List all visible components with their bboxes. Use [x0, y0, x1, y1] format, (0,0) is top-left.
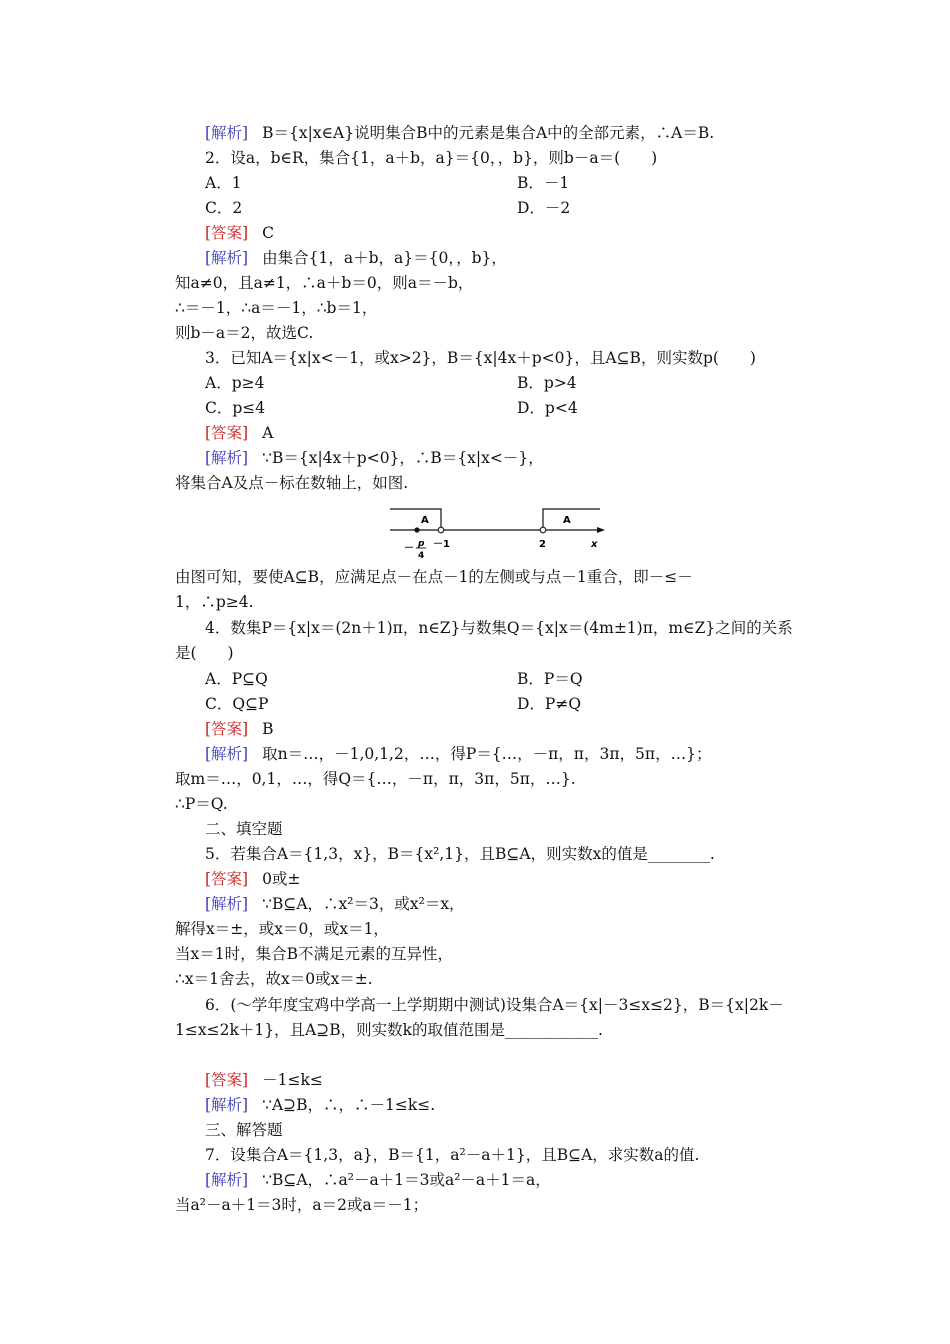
text-line	[175, 793, 228, 815]
analysis-tag: [解析]	[205, 895, 249, 913]
text-line	[205, 372, 264, 394]
line-text: B＝{x|x∈A}说明集合B中的元素是集合A中的全部元素，∴A＝B.	[262, 124, 715, 142]
text-line	[205, 718, 274, 740]
answer-tag: [答案]	[205, 870, 249, 888]
text-line	[205, 347, 756, 369]
text-line	[205, 122, 714, 144]
text-line	[205, 247, 507, 269]
option-right-column: D．p<4	[517, 399, 578, 417]
option-right-column: B．－1	[517, 174, 570, 192]
line-text: 知a≠0，且a≠1，∴a＋b＝0，则a＝－b，	[175, 274, 474, 292]
line-text: C	[262, 224, 274, 242]
line-text: A．1	[205, 174, 242, 192]
line-text: ∴x＝1舍去，故x＝0或x＝±.	[175, 970, 373, 988]
point-neg-p-over-4	[414, 527, 419, 532]
text-line	[205, 172, 242, 194]
number-line-svg	[385, 503, 605, 565]
line-text: C．p≤4	[205, 399, 266, 417]
line-text: B	[262, 720, 274, 738]
line-text: 取m＝…，0,1，…，得Q＝{…，－π，π，3π，5π，…}.	[175, 770, 576, 788]
text-line	[175, 768, 576, 790]
text-line	[175, 968, 373, 990]
option-right-column: B．P＝Q	[517, 670, 583, 688]
line-text: －1≤k≤	[262, 1071, 323, 1089]
text-line	[175, 566, 693, 588]
text-line	[205, 397, 265, 419]
text-line	[175, 1019, 603, 1041]
text-line	[205, 1119, 283, 1141]
line-text: 三、解答题	[205, 1121, 283, 1139]
right-set-bracket	[543, 509, 600, 527]
line-text: 1，∴p≥4.	[175, 593, 254, 611]
text-line	[175, 472, 408, 494]
line-text: ∴＝－1，∴a＝－1，∴b＝1，	[175, 299, 378, 317]
line-text: ∵A⊇B，∴，∴－1≤k≤.	[262, 1096, 436, 1114]
text-line	[205, 1144, 699, 1166]
fraction-denominator: 4	[418, 551, 425, 561]
line-text: A．p≥4	[205, 374, 265, 392]
right-set-label: A	[563, 515, 571, 526]
text-line	[205, 843, 715, 865]
option-right-column: B．p>4	[517, 374, 577, 392]
line-text: C．Q⊆P	[205, 695, 269, 713]
line-text: A	[262, 424, 274, 442]
left-set-bracket	[390, 509, 441, 527]
text-line	[205, 1094, 435, 1116]
answer-tag: [答案]	[205, 1071, 249, 1089]
text-line	[205, 818, 283, 840]
analysis-tag: [解析]	[205, 745, 249, 763]
line-text: 2．设a，b∈R，集合{1，a＋b，a}＝{0，，b}，则b－a＝( )	[205, 149, 658, 167]
line-text: A．P⊆Q	[205, 670, 268, 688]
line-text: 5．若集合A＝{1,3，x}，B＝{x²,1}，且B⊆A，则实数x的值是________.	[205, 845, 715, 863]
text-line	[205, 617, 793, 639]
line-text: 4．数集P＝{x|x＝(2n＋1)π，n∈Z}与数集Q＝{x|x＝(4m±1)π，m∈Z}之间的关系	[205, 619, 793, 637]
line-text: C．2	[205, 199, 243, 217]
text-line	[175, 642, 234, 664]
tick-label-neg1: －1	[433, 539, 450, 550]
left-set-label: A	[421, 515, 429, 526]
open-point-neg1	[438, 527, 444, 533]
analysis-tag: [解析]	[205, 1096, 249, 1114]
text-line	[175, 322, 313, 344]
line-text: 1≤x≤2k＋1}，且A⊇B，则实数k的取值范围是____________.	[175, 1021, 603, 1039]
line-text: 7．设集合A＝{1,3，a}，B＝{1，a²－a＋1}，且B⊆A，求实数a的值.	[205, 1146, 700, 1164]
text-line	[205, 868, 300, 890]
line-text: 当a²－a＋1＝3时，a＝2或a＝－1；	[175, 1196, 429, 1214]
line-text: 是( )	[175, 644, 234, 662]
line-text: 二、填空题	[205, 820, 283, 838]
text-line	[175, 1194, 428, 1216]
answer-tag: [答案]	[205, 720, 249, 738]
number-line-figure	[385, 503, 605, 565]
text-line	[205, 693, 268, 715]
text-line	[175, 918, 389, 940]
analysis-tag: [解析]	[205, 1171, 249, 1189]
text-line	[175, 297, 377, 319]
line-text: ∵B＝{x|4x＋p<0}，∴B＝{x|x<－}，	[262, 449, 544, 467]
line-text: 由图可知，要使A⊆B，应满足点－在点－1的左侧或与点－1重合，即－≤－	[175, 568, 693, 586]
text-line	[175, 943, 453, 965]
line-text: 将集合A及点－标在数轴上，如图.	[175, 474, 409, 492]
line-text: 解得x＝±，或x＝0，或x＝1，	[175, 920, 389, 938]
text-line	[205, 1169, 551, 1191]
answer-tag: [答案]	[205, 424, 249, 442]
text-line	[175, 272, 473, 294]
line-text: 由集合{1，a＋b，a}＝{0，，b}，	[262, 249, 507, 267]
text-line	[205, 743, 711, 765]
line-text: ∵B⊆A，∴x²＝3，或x²＝x，	[262, 895, 465, 913]
text-line	[205, 994, 784, 1016]
fraction-numerator: p	[418, 539, 425, 549]
axis-arrow	[597, 527, 605, 533]
line-text: ∵B⊆A，∴a²－a＋1＝3或a²－a＋1＝a，	[262, 1171, 551, 1189]
open-point-2	[540, 527, 546, 533]
minus-sign-label: －	[404, 543, 414, 554]
line-text: 当x＝1时，集合B不满足元素的互异性，	[175, 945, 453, 963]
text-line	[205, 422, 273, 444]
text-line	[205, 447, 544, 469]
line-text: 0或±	[262, 870, 301, 888]
analysis-tag: [解析]	[205, 124, 249, 142]
text-line	[175, 591, 254, 613]
axis-variable-label: x	[591, 539, 598, 550]
text-line	[205, 222, 274, 244]
option-right-column: D．P≠Q	[517, 695, 582, 713]
analysis-tag: [解析]	[205, 249, 249, 267]
line-text: 则b－a＝2，故选C.	[175, 324, 314, 342]
text-line	[205, 1069, 323, 1091]
option-right-column: D．－2	[517, 199, 571, 217]
text-line	[205, 197, 242, 219]
line-text: 3．已知A＝{x|x<－1，或x>2}，B＝{x|4x＋p<0}，且A⊆B，则实数p( )	[205, 349, 756, 367]
text-line	[205, 668, 268, 690]
analysis-tag: [解析]	[205, 449, 249, 467]
line-text: 取n＝…，－1,0,1,2，…，得P＝{…，－π，π，3π，5π，…}；	[262, 745, 712, 763]
line-text: ∴P＝Q.	[175, 795, 228, 813]
tick-label-2: 2	[539, 539, 546, 550]
answer-tag: [答案]	[205, 224, 249, 242]
text-line	[205, 893, 465, 915]
line-text: 6．(～学年度宝鸡中学高一上学期期中测试)设集合A＝{x|－3≤x≤2}，B＝{x|2k－	[205, 996, 784, 1014]
text-line	[205, 147, 657, 169]
